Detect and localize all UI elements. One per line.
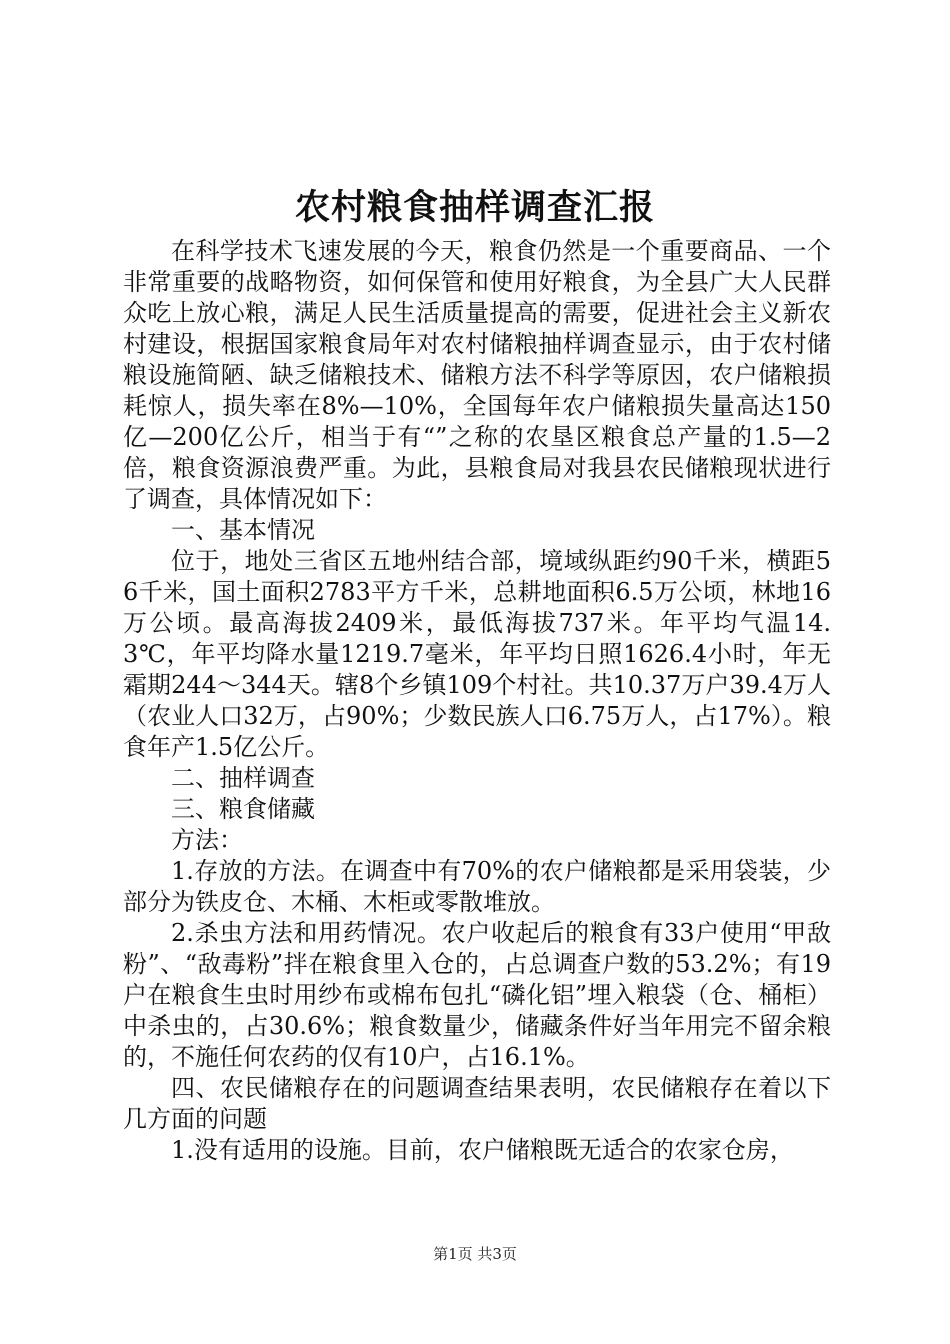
section-heading-basic-info: 一、基本情况 <box>171 516 315 544</box>
document-title: 农村粮食抽样调查汇报 <box>294 187 655 228</box>
paragraph-basic-info: 位于，地处三省区五地州结合部，境域纵距约90千米，横距56千米，国土面积2783平方千米，总耕地面积6.5万公顷，林地16万公顷。最高海拔2409米，最低海拔737米。年平均气温14.3℃，年平均降水量1219.7毫米，年平均日照1626.4小时，年无霜期244～344天。辖8个乡镇109个村社。共10.37万户39.4万人（农业人口32万，占90%；少数民族人口6.75万人，占17%）。粮食年产1.5亿公斤。 <box>123 547 831 761</box>
paragraph-storage-method: 1.存放的方法。在调查中有70%的农户储粮都是采用袋装，少部分为铁皮仓、木桶、木柜或零散堆放。 <box>123 857 831 916</box>
paragraph-facilities: 1.没有适用的设施。目前，农户储粮既无适合的农家仓房， <box>171 1136 794 1164</box>
subheading-methods: 方法： <box>171 826 243 854</box>
section-heading-sampling: 二、抽样调查 <box>171 764 315 792</box>
document-body <box>123 236 831 1166</box>
page-footer: 第1页 共3页 <box>433 1245 517 1263</box>
paragraph-intro: 在科学技术飞速发展的今天，粮食仍然是一个重要商品、一个非常重要的战略物资，如何保管和使用好粮食，为全县广大人民群众吃上放心粮，满足人民生活质量提高的需要，促进社会主义新农村建设，根据国家粮食局年对农村储粮抽样调查显示，由于农村储粮设施简陋、缺乏储粮技术、储粮方法不科学等原因，农户储粮损耗惊人，损失率在8%—10%，全国每年农户储粮损失量高达150亿—200亿公斤，相当于有“”之称的农垦区粮食总产量的1.5—2倍，粮食资源浪费严重。为此，县粮食局对我县农民储粮现状进行了调查，具体情况如下： <box>123 237 831 513</box>
paragraph-insecticide: 2.杀虫方法和用药情况。农户收起后的粮食有33户使用“甲敌粉”、“敌毒粉”拌在粮食里入仓的，占总调查户数的53.2%；有19户在粮食生虫时用纱布或棉布包扎“磷化铝”埋入粮袋（仓、桶柜）中杀虫的，占30.6%；粮食数量少，储藏条件好当年用完不留余粮的，不施任何农药的仅有10户，占16.1%。 <box>123 919 831 1071</box>
section-heading-problems: 四、农民储粮存在的问题调查结果表明，农民储粮存在着以下几方面的问题 <box>123 1074 831 1133</box>
section-heading-storage: 三、粮食储藏 <box>171 795 315 823</box>
